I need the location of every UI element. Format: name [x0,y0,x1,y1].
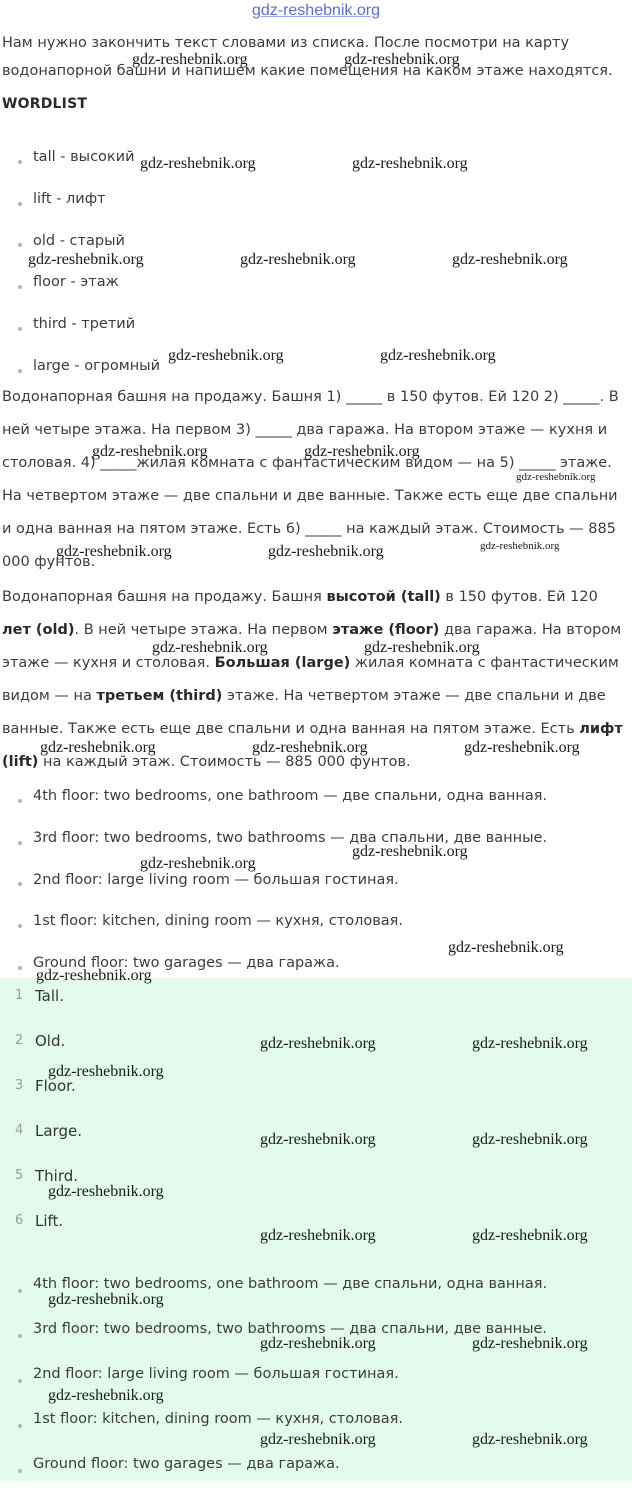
watermark: gdz-reshebnik.org [132,51,248,68]
list-item: 2nd floor: large living room — большая гостиная. [0,864,632,906]
wordlist [0,141,632,392]
watermark: gdz-reshebnik.org [48,1063,164,1080]
watermark: gdz-reshebnik.org [92,443,208,460]
watermark: gdz-reshebnik.org [260,1227,376,1244]
filled-text-part: жилая комната с фантастическим видом — на [2,655,619,704]
answer-word: Большая (large) [214,655,351,671]
watermark: gdz-reshebnik.org [240,251,356,268]
watermark: gdz-reshebnik.org [260,1035,376,1052]
answer-word: третьем (third) [96,688,223,704]
answer-text: Lift. [35,1212,64,1230]
watermark: gdz-reshebnik.org [28,251,144,268]
watermark: gdz-reshebnik.org [48,1387,164,1404]
list-item: tall - высокий [0,141,632,183]
gap-text: Водонапорная башня на продажу. Башня 1) _____ в 150 футов. Ей 120 2) _____. В ней четыре этажа. На первом 3) _____ два гаража. На втором этаже — кухня и столовая. 4) _____жилая комната с фантастическим видом — на 5) _____ этаже. На четвертом этаже — две спальни и две ванные. Также есть еще две спальни и одна ванная на пятом этаже. Есть 6) _____ на каждый этаж. Стоимость — 885 000 фунтов. [2,389,619,570]
watermark: gdz-reshebnik.org [140,155,256,172]
watermark: gdz-reshebnik.org [56,543,172,560]
list-item: Ground floor: two garages — два гаража. [0,947,632,989]
answer-number: 3 [15,1078,24,1093]
answer-item [0,982,632,1027]
filled-text [2,581,628,779]
filled-text-part: этаже. На четвертом этаже — две спальни и две ванные. Также есть еще две спальни и одна ванная на пятом этаже. Есть [2,688,606,737]
list-item: large - огромный [0,350,632,392]
watermark: gdz-reshebnik.org [304,443,420,460]
watermark: gdz-reshebnik.org [344,51,460,68]
watermark: gdz-reshebnik.org [464,739,580,756]
filled-text-part: Водонапорная башня на продажу. Башня [2,589,327,605]
answer-item [0,1207,632,1252]
list-item: 1st floor: kitchen, dining room — кухня, столовая. [0,1403,632,1448]
answer-list [0,982,632,1252]
list-item: 2nd floor: large living room — большая гостиная. [0,1358,632,1403]
watermark: gdz-reshebnik.org [480,540,560,552]
list-item: 3rd floor: two bedrooms, two bathrooms — два спальни, две ванные. [0,822,632,864]
answer-text: Old. [35,1032,66,1050]
answer-number: 4 [15,1123,24,1138]
answer-floor-list [0,1268,632,1493]
watermark: gdz-reshebnik.org [168,347,284,364]
answer-text: Floor. [35,1077,76,1095]
filled-text-part: . В ней четыре этажа. На первом [74,622,333,638]
answer-word: высотой (tall) [326,589,441,605]
list-item: 1st floor: kitchen, dining room — кухня, столовая. [0,905,632,947]
watermark: gdz-reshebnik.org [152,639,268,656]
watermark: gdz-reshebnik.org [472,1035,588,1052]
watermark: gdz-reshebnik.org [472,1227,588,1244]
watermark: gdz-reshebnik.org [260,1335,376,1352]
answer-text: Tall. [35,987,64,1005]
watermark: gdz-reshebnik.org [268,543,384,560]
wordlist-heading: WORDLIST [2,96,88,112]
site-header-link[interactable]: gdz-reshebnik.org [251,2,381,19]
watermark: gdz-reshebnik.org [516,471,596,483]
watermark: gdz-reshebnik.org [36,967,152,984]
filled-text-part: на каждый этаж. Стоимость — 885 000 фунтов. [38,754,411,770]
answer-number: 5 [15,1168,24,1183]
floor-list [0,780,632,989]
intro-text: Нам нужно закончить текст словами из списка. После посмотри на карту водонапорной башни и напишем какие помещения на каком этаже находятся. [2,35,613,79]
list-item: lift - лифт [0,183,632,225]
answer-item [0,1072,632,1117]
watermark: gdz-reshebnik.org [352,843,468,860]
answer-number: 2 [15,1033,24,1048]
watermark: gdz-reshebnik.org [472,1131,588,1148]
answer-word: этаже (floor) [332,622,440,638]
watermark: gdz-reshebnik.org [472,1335,588,1352]
answer-item [0,1117,632,1162]
filled-text-part: в 150 футов. Ей 120 [440,589,598,605]
answer-word: лет (old) [2,622,75,638]
list-item: old - старый [0,225,632,267]
watermark: gdz-reshebnik.org [140,855,256,872]
list-item: Ground floor: two garages — два гаража. [0,1448,632,1493]
answer-item [0,1162,632,1207]
watermark: gdz-reshebnik.org [352,155,468,172]
watermark: gdz-reshebnik.org [48,1291,164,1308]
watermark: gdz-reshebnik.org [452,251,568,268]
watermark: gdz-reshebnik.org [260,1131,376,1148]
filled-text-part: два гаража. На втором этаже — кухня и столовая. [2,622,622,671]
watermark: gdz-reshebnik.org [260,1431,376,1448]
answer-word: лифт (lift) [2,721,623,770]
list-item: third - третий [0,308,632,350]
watermark: gdz-reshebnik.org [252,739,368,756]
watermark: gdz-reshebnik.org [380,347,496,364]
answer-text: Third. [35,1167,79,1185]
watermark: gdz-reshebnik.org [472,1431,588,1448]
list-item: 4th floor: two bedrooms, one bathroom — две спальни, одна ванная. [0,780,632,822]
watermark: gdz-reshebnik.org [448,939,564,956]
list-item: 3rd floor: two bedrooms, two bathrooms — два спальни, две ванные. [0,1313,632,1358]
list-item: floor - этаж [0,266,632,308]
watermark: gdz-reshebnik.org [364,639,480,656]
watermark: gdz-reshebnik.org [48,1183,164,1200]
answer-number: 6 [15,1213,24,1228]
list-item: 4th floor: two bedrooms, one bathroom — две спальни, одна ванная. [0,1268,632,1313]
answer-text: Large. [35,1122,82,1140]
answer-number: 1 [15,988,24,1003]
answer-item [0,1027,632,1072]
watermark: gdz-reshebnik.org [40,739,156,756]
